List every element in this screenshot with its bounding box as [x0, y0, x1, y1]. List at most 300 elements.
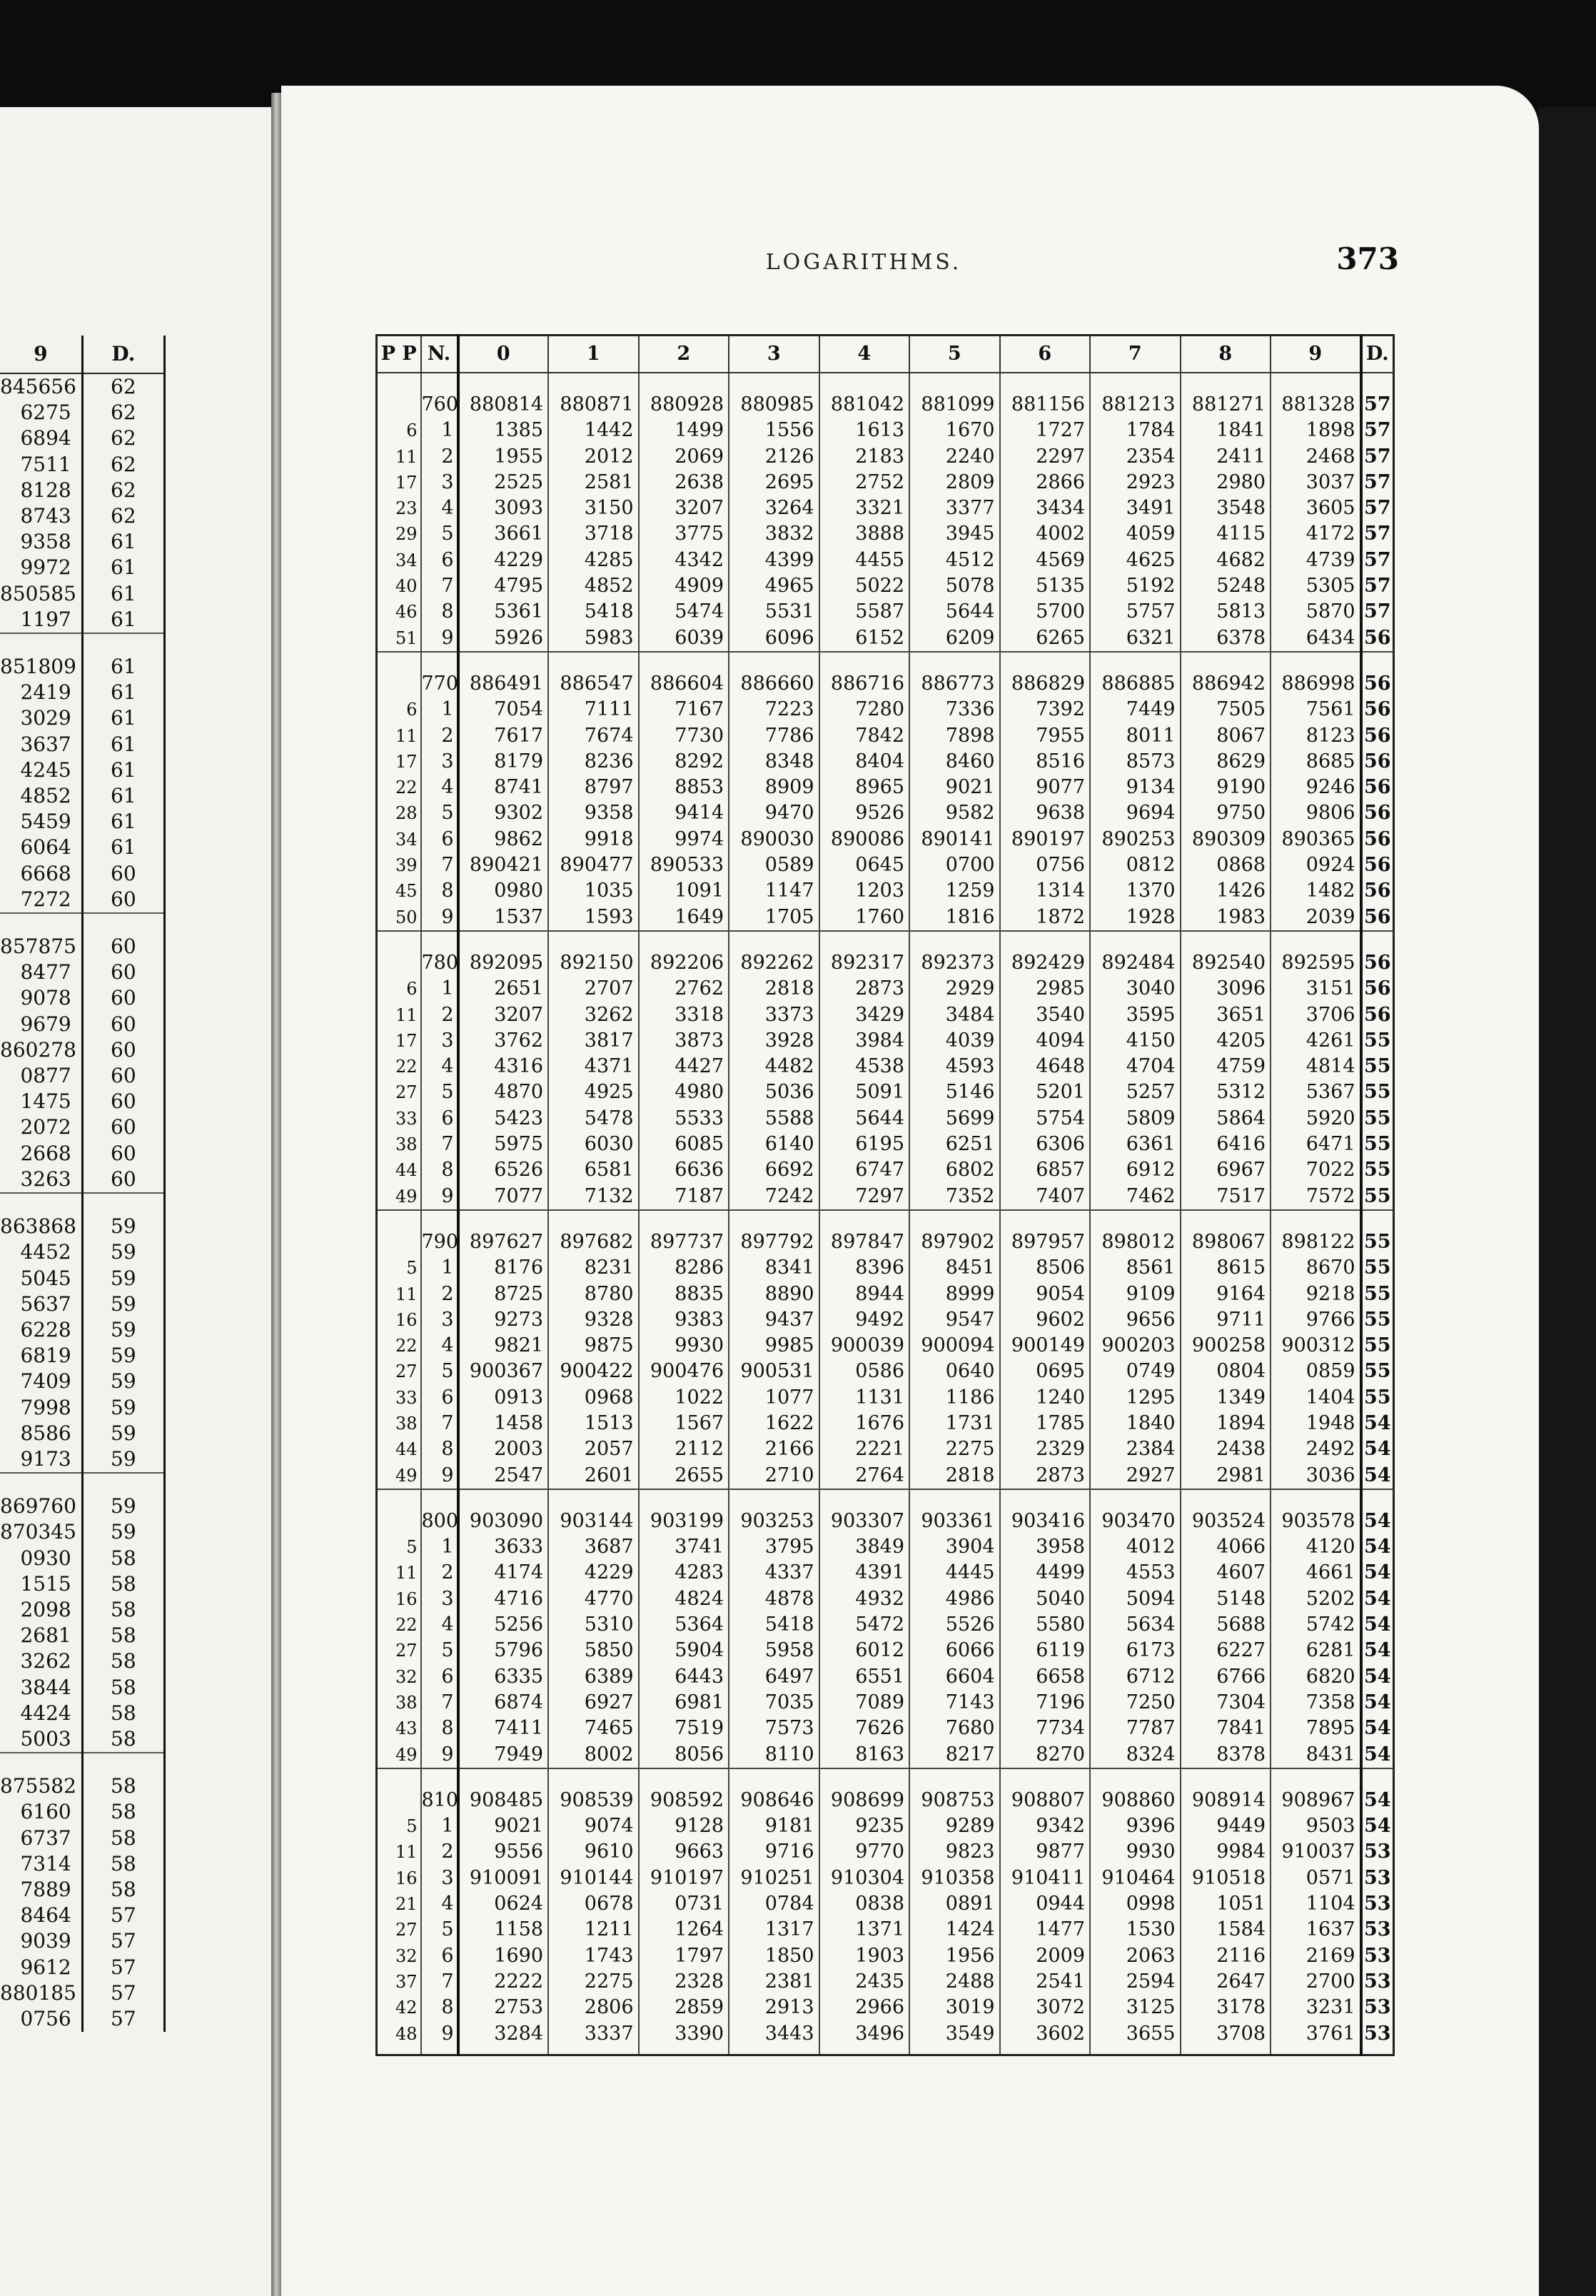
number-cell: 9 — [421, 1463, 458, 1489]
mantissa-cell: 6497 — [729, 1664, 819, 1690]
mantissa-cell: 2985 — [1000, 976, 1091, 1002]
mantissa-cell: 4229 — [458, 548, 549, 573]
mantissa-cell: 8615 — [1181, 1255, 1271, 1281]
mantissa-cell: 886885 — [1090, 652, 1181, 697]
mantissa-cell: 6152 — [819, 625, 910, 652]
mantissa-cell: 0891 — [909, 1891, 1000, 1917]
mantissa-cell: 7411 — [458, 1716, 549, 1741]
number-cell: 9 — [421, 1742, 458, 1768]
left-cell-9: 7272 — [20, 887, 71, 911]
mantissa-cell: 886604 — [639, 652, 729, 697]
mantissa-cell: 2063 — [1090, 1943, 1181, 1969]
proportional-part-cell: 6 — [377, 976, 421, 1002]
number-cell: 7 — [421, 1132, 458, 1157]
left-table-row — [0, 1292, 165, 1317]
mantissa-cell: 4852 — [548, 573, 639, 599]
number-cell: 5 — [421, 521, 458, 547]
mantissa-cell: 8067 — [1181, 723, 1271, 749]
mantissa-cell: 1349 — [1181, 1385, 1271, 1411]
table-row — [377, 625, 1394, 652]
mantissa-cell: 3151 — [1271, 976, 1361, 1002]
mantissa-cell: 4625 — [1090, 548, 1181, 573]
left-cell-9: 7409 — [20, 1369, 71, 1394]
left-cell-9: 2072 — [20, 1115, 71, 1139]
left-cell-9: 8128 — [20, 478, 71, 502]
mantissa-cell: 6416 — [1181, 1132, 1271, 1157]
mantissa-cell: 9711 — [1181, 1307, 1271, 1333]
mantissa-cell: 6096 — [729, 625, 819, 652]
left-cell-d: 58 — [82, 1648, 164, 1674]
mantissa-cell: 9862 — [458, 827, 549, 852]
mantissa-cell: 1131 — [819, 1385, 910, 1411]
mantissa-cell: 9328 — [548, 1307, 639, 1333]
left-cell-9: 0877 — [20, 1064, 71, 1088]
table-row — [377, 905, 1394, 931]
mantissa-cell: 890309 — [1181, 827, 1271, 852]
difference-cell: 53 — [1361, 2021, 1394, 2055]
mantissa-cell: 1314 — [1000, 878, 1091, 904]
left-cell-d: 59 — [82, 1473, 164, 1519]
left-cell-d: 59 — [82, 1519, 164, 1545]
column-header: D. — [1361, 336, 1394, 373]
proportional-part-cell: 46 — [377, 599, 421, 625]
left-table-row — [0, 1114, 165, 1140]
left-cell-9: 9972 — [20, 555, 71, 580]
left-cell-9: 9078 — [20, 986, 71, 1010]
mantissa-cell: 4261 — [1271, 1028, 1361, 1054]
mantissa-cell: 908860 — [1090, 1768, 1181, 1813]
number-cell: 5 — [421, 1638, 458, 1663]
difference-cell: 54 — [1361, 1664, 1394, 1690]
difference-cell: 54 — [1361, 1411, 1394, 1436]
mantissa-cell: 4115 — [1181, 521, 1271, 547]
mantissa-cell: 4285 — [548, 548, 639, 573]
proportional-part-cell: 32 — [377, 1664, 421, 1690]
mantissa-cell: 4012 — [1090, 1534, 1181, 1560]
mantissa-cell: 5644 — [819, 1106, 910, 1132]
mantissa-cell: 881099 — [909, 373, 1000, 418]
mantissa-cell: 6526 — [458, 1157, 549, 1183]
mantissa-cell: 6927 — [548, 1690, 639, 1716]
proportional-part-cell: 44 — [377, 1436, 421, 1462]
table-row — [377, 573, 1394, 599]
mantissa-cell: 0700 — [909, 852, 1000, 878]
mantissa-cell: 1785 — [1000, 1411, 1091, 1436]
mantissa-cell: 3019 — [909, 1995, 1000, 2020]
mantissa-cell: 900258 — [1181, 1333, 1271, 1359]
mantissa-cell: 3207 — [639, 495, 729, 521]
left-cell-9: 9173 — [20, 1446, 71, 1471]
mantissa-cell: 8780 — [548, 1282, 639, 1307]
mantissa-cell: 903416 — [1000, 1489, 1091, 1534]
table-row — [377, 976, 1394, 1002]
mantissa-cell: 0944 — [1000, 1891, 1091, 1917]
difference-cell: 55 — [1361, 1282, 1394, 1307]
left-table-row — [0, 1343, 165, 1369]
mantissa-cell: 2057 — [548, 1436, 639, 1462]
column-header: 1 — [548, 336, 639, 373]
mantissa-cell: 9503 — [1271, 1813, 1361, 1839]
mantissa-cell: 4704 — [1090, 1054, 1181, 1079]
mantissa-cell: 886716 — [819, 652, 910, 697]
mantissa-cell: 2927 — [1090, 1463, 1181, 1489]
mantissa-cell: 7674 — [548, 723, 639, 749]
left-cell-d: 59 — [82, 1446, 164, 1473]
difference-cell: 57 — [1361, 599, 1394, 625]
mantissa-cell: 2809 — [909, 470, 1000, 495]
mantissa-cell: 1567 — [639, 1411, 729, 1436]
left-table-row — [0, 1623, 165, 1648]
difference-cell: 56 — [1361, 852, 1394, 878]
proportional-part-cell: 27 — [377, 1917, 421, 1943]
mantissa-cell: 6443 — [639, 1664, 729, 1690]
left-cell-9: 4424 — [20, 1701, 71, 1725]
mantissa-cell: 8270 — [1000, 1742, 1091, 1768]
left-table-row — [0, 1421, 165, 1446]
left-cell-d: 58 — [82, 1571, 164, 1597]
column-header: 0 — [458, 336, 549, 373]
mantissa-cell: 4965 — [729, 573, 819, 599]
mantissa-cell: 910518 — [1181, 1866, 1271, 1891]
mantissa-cell: 1676 — [819, 1411, 910, 1436]
mantissa-cell: 8292 — [639, 749, 729, 775]
mantissa-cell: 5094 — [1090, 1586, 1181, 1612]
left-cell-9: 857875 — [0, 935, 76, 959]
left-table-row — [0, 1597, 165, 1623]
mantissa-cell: 1784 — [1090, 418, 1181, 443]
mantissa-cell: 4391 — [819, 1560, 910, 1586]
mantissa-cell: 6581 — [548, 1157, 639, 1183]
mantissa-cell: 1955 — [458, 444, 549, 470]
proportional-part-cell: 11 — [377, 723, 421, 749]
mantissa-cell: 2638 — [639, 470, 729, 495]
left-cell-9: 2419 — [20, 680, 71, 705]
mantissa-cell: 0924 — [1271, 852, 1361, 878]
mantissa-cell: 3761 — [1271, 2021, 1361, 2055]
mantissa-cell: 6692 — [729, 1157, 819, 1183]
proportional-part-cell — [377, 931, 421, 976]
mantissa-cell: 8378 — [1181, 1742, 1271, 1768]
mantissa-cell: 5474 — [639, 599, 729, 625]
mantissa-cell: 1948 — [1271, 1411, 1361, 1436]
mantissa-cell: 6981 — [639, 1690, 729, 1716]
mantissa-cell: 7572 — [1271, 1184, 1361, 1210]
left-table-row — [0, 1063, 165, 1089]
mantissa-cell: 2069 — [639, 444, 729, 470]
number-cell: 4 — [421, 495, 458, 521]
mantissa-cell: 4059 — [1090, 521, 1181, 547]
difference-cell: 57 — [1361, 573, 1394, 599]
left-table-row — [0, 835, 165, 860]
mantissa-cell: 6066 — [909, 1638, 1000, 1663]
mantissa-cell: 0913 — [458, 1385, 549, 1411]
proportional-part-cell: 16 — [377, 1307, 421, 1333]
mantissa-cell: 4499 — [1000, 1560, 1091, 1586]
mantissa-cell: 900149 — [1000, 1333, 1091, 1359]
mantissa-cell: 2240 — [909, 444, 1000, 470]
mantissa-cell: 1556 — [729, 418, 819, 443]
mantissa-cell: 8123 — [1271, 723, 1361, 749]
left-table-row — [0, 1903, 165, 1928]
mantissa-cell: 886998 — [1271, 652, 1361, 697]
mantissa-cell: 910144 — [548, 1866, 639, 1891]
mantissa-cell: 3984 — [819, 1028, 910, 1054]
mantissa-cell: 2923 — [1090, 470, 1181, 495]
mantissa-cell: 5418 — [548, 599, 639, 625]
proportional-part-cell — [377, 652, 421, 697]
left-cell-d: 57 — [82, 1980, 164, 2006]
mantissa-cell: 5533 — [639, 1106, 729, 1132]
mantissa-cell: 2873 — [1000, 1463, 1091, 1489]
left-cell-9: 2668 — [20, 1141, 71, 1165]
difference-cell: 55 — [1361, 1307, 1394, 1333]
left-cell-d: 61 — [82, 809, 164, 835]
difference-cell: 54 — [1361, 1742, 1394, 1768]
mantissa-cell: 1613 — [819, 418, 910, 443]
column-header: 8 — [1181, 336, 1271, 373]
left-cell-d: 60 — [82, 1167, 164, 1193]
mantissa-cell: 890477 — [548, 852, 639, 878]
mantissa-cell: 4039 — [909, 1028, 1000, 1054]
mantissa-cell: 9694 — [1090, 800, 1181, 826]
mantissa-cell: 8404 — [819, 749, 910, 775]
mantissa-cell: 8011 — [1090, 723, 1181, 749]
mantissa-cell: 4716 — [458, 1586, 549, 1612]
mantissa-cell: 3093 — [458, 495, 549, 521]
mantissa-cell: 2222 — [458, 1969, 549, 1995]
mantissa-cell: 3888 — [819, 521, 910, 547]
mantissa-cell: 8725 — [458, 1282, 549, 1307]
left-table-row — [0, 1089, 165, 1114]
mantissa-cell: 9656 — [1090, 1307, 1181, 1333]
mantissa-cell: 9770 — [819, 1839, 910, 1865]
mantissa-cell: 9918 — [548, 827, 639, 852]
mantissa-cell: 8236 — [548, 749, 639, 775]
mantissa-cell: 7297 — [819, 1184, 910, 1210]
mantissa-cell: 7449 — [1090, 697, 1181, 722]
proportional-part-cell: 44 — [377, 1157, 421, 1183]
left-cell-d: 58 — [82, 1851, 164, 1877]
mantissa-cell: 910197 — [639, 1866, 729, 1891]
mantissa-cell: 6119 — [1000, 1638, 1091, 1663]
mantissa-cell: 1537 — [458, 905, 549, 931]
table-row — [377, 1716, 1394, 1741]
page-number: 373 — [1336, 241, 1399, 276]
left-cell-9: 9679 — [20, 1012, 71, 1036]
mantissa-cell: 5418 — [729, 1612, 819, 1638]
table-row — [377, 1917, 1394, 1943]
number-cell: 1 — [421, 697, 458, 722]
mantissa-cell: 2866 — [1000, 470, 1091, 495]
left-cell-d: 61 — [82, 555, 164, 580]
mantissa-cell: 7392 — [1000, 697, 1091, 722]
mantissa-cell: 3958 — [1000, 1534, 1091, 1560]
left-table-row — [0, 478, 165, 503]
number-cell: 770 — [421, 652, 458, 697]
mantissa-cell: 1186 — [909, 1385, 1000, 1411]
table-row — [377, 1184, 1394, 1210]
mantissa-cell: 3741 — [639, 1534, 729, 1560]
mantissa-cell: 4682 — [1181, 548, 1271, 573]
table-row — [377, 1385, 1394, 1411]
mantissa-cell: 6389 — [548, 1664, 639, 1690]
mantissa-cell: 9806 — [1271, 800, 1361, 826]
proportional-part-cell: 27 — [377, 1359, 421, 1384]
difference-cell: 53 — [1361, 1969, 1394, 1995]
difference-cell: 54 — [1361, 1813, 1394, 1839]
mantissa-cell: 5201 — [1000, 1079, 1091, 1105]
left-cell-9: 5459 — [20, 810, 71, 834]
left-cell-9: 0930 — [20, 1546, 71, 1570]
mantissa-cell: 6636 — [639, 1157, 729, 1183]
mantissa-cell: 3849 — [819, 1534, 910, 1560]
mantissa-cell: 7167 — [639, 697, 729, 722]
mantissa-cell: 7680 — [909, 1716, 1000, 1741]
mantissa-cell: 4870 — [458, 1079, 549, 1105]
proportional-part-cell: 38 — [377, 1132, 421, 1157]
mantissa-cell: 2116 — [1181, 1943, 1271, 1969]
mantissa-cell: 1211 — [548, 1917, 639, 1943]
mantissa-cell: 1317 — [729, 1917, 819, 1943]
number-cell: 8 — [421, 1436, 458, 1462]
mantissa-cell: 6085 — [639, 1132, 729, 1157]
mantissa-cell: 9821 — [458, 1333, 549, 1359]
left-table-row — [0, 1546, 165, 1571]
mantissa-cell: 7465 — [548, 1716, 639, 1741]
mantissa-cell: 5146 — [909, 1079, 1000, 1105]
difference-cell: 54 — [1361, 1586, 1394, 1612]
mantissa-cell: 3873 — [639, 1028, 729, 1054]
difference-cell: 53 — [1361, 1995, 1394, 2020]
mantissa-cell: 9273 — [458, 1307, 549, 1333]
mantissa-cell: 903578 — [1271, 1489, 1361, 1534]
left-cell-d: 61 — [82, 783, 164, 809]
mantissa-cell: 903253 — [729, 1489, 819, 1534]
proportional-part-cell: 17 — [377, 470, 421, 495]
left-cell-9: 5045 — [20, 1266, 71, 1290]
mantissa-cell: 2806 — [548, 1995, 639, 2020]
difference-cell: 55 — [1361, 1157, 1394, 1183]
mantissa-cell: 2581 — [548, 470, 639, 495]
mantissa-cell: 9289 — [909, 1813, 1000, 1839]
table-row — [377, 1664, 1394, 1690]
mantissa-cell: 881271 — [1181, 373, 1271, 418]
left-table-row — [0, 887, 165, 913]
proportional-part-cell: 23 — [377, 495, 421, 521]
number-cell: 1 — [421, 1813, 458, 1839]
left-cell-9: 4452 — [20, 1240, 71, 1264]
number-cell: 810 — [421, 1768, 458, 1813]
mantissa-cell: 1872 — [1000, 905, 1091, 931]
number-cell: 5 — [421, 1917, 458, 1943]
mantissa-cell: 1371 — [819, 1917, 910, 1943]
mantissa-cell: 892262 — [729, 931, 819, 976]
mantissa-cell: 9109 — [1090, 1282, 1181, 1307]
left-table-row — [0, 1519, 165, 1545]
mantissa-cell: 3718 — [548, 521, 639, 547]
left-cell-9: 2681 — [20, 1623, 71, 1648]
mantissa-cell: 2003 — [458, 1436, 549, 1462]
difference-cell: 55 — [1361, 1210, 1394, 1255]
mantissa-cell: 7955 — [1000, 723, 1091, 749]
left-cell-d: 60 — [82, 887, 164, 913]
mantissa-cell: 908485 — [458, 1768, 549, 1813]
left-table-row — [0, 1799, 165, 1825]
mantissa-cell: 9190 — [1181, 775, 1271, 800]
table-row — [377, 1813, 1394, 1839]
mantissa-cell: 5305 — [1271, 573, 1361, 599]
number-cell: 1 — [421, 1534, 458, 1560]
mantissa-cell: 0678 — [548, 1891, 639, 1917]
mantissa-cell: 8451 — [909, 1255, 1000, 1281]
left-cell-d: 60 — [82, 913, 164, 960]
proportional-part-cell — [377, 373, 421, 418]
mantissa-cell: 7407 — [1000, 1184, 1091, 1210]
left-cell-9: 3844 — [20, 1675, 71, 1699]
number-cell: 1 — [421, 1255, 458, 1281]
mantissa-cell: 1513 — [548, 1411, 639, 1436]
mantissa-cell: 9930 — [639, 1333, 729, 1359]
mantissa-cell: 0589 — [729, 852, 819, 878]
mantissa-cell: 1584 — [1181, 1917, 1271, 1943]
mantissa-cell: 5078 — [909, 573, 1000, 599]
table-row — [377, 1969, 1394, 1995]
mantissa-cell: 4593 — [909, 1054, 1000, 1079]
mantissa-cell: 4342 — [639, 548, 729, 573]
number-cell: 4 — [421, 1333, 458, 1359]
mantissa-cell: 908699 — [819, 1768, 910, 1813]
table-row — [377, 1333, 1394, 1359]
number-cell: 2 — [421, 1282, 458, 1307]
number-cell: 5 — [421, 1359, 458, 1384]
logarithm-table — [375, 334, 1395, 2056]
proportional-part-cell: 43 — [377, 1716, 421, 1741]
proportional-part-cell: 16 — [377, 1586, 421, 1612]
mantissa-cell: 3708 — [1181, 2021, 1271, 2055]
mantissa-cell: 1499 — [639, 418, 729, 443]
left-cell-9: 3263 — [20, 1167, 71, 1191]
proportional-part-cell: 32 — [377, 1943, 421, 1969]
mantissa-cell: 4824 — [639, 1586, 729, 1612]
mantissa-cell: 4986 — [909, 1586, 1000, 1612]
mantissa-cell: 9383 — [639, 1307, 729, 1333]
left-cell-9: 870345 — [0, 1520, 76, 1544]
mantissa-cell: 6251 — [909, 1132, 1000, 1157]
left-cell-9: 7314 — [20, 1851, 71, 1875]
left-table-row — [0, 1753, 165, 1799]
mantissa-cell: 5644 — [909, 599, 1000, 625]
mantissa-cell: 890365 — [1271, 827, 1361, 852]
mantissa-cell: 881042 — [819, 373, 910, 418]
left-table-row — [0, 555, 165, 580]
left-cell-d: 57 — [82, 1903, 164, 1928]
left-cell-d: 59 — [82, 1317, 164, 1343]
left-cell-9: 8477 — [20, 960, 71, 985]
mantissa-cell: 7517 — [1181, 1184, 1271, 1210]
mantissa-cell: 903307 — [819, 1489, 910, 1534]
difference-cell: 55 — [1361, 1132, 1394, 1157]
mantissa-cell: 881328 — [1271, 373, 1361, 418]
mantissa-cell: 5423 — [458, 1106, 549, 1132]
mantissa-cell: 7242 — [729, 1184, 819, 1210]
table-row — [377, 1638, 1394, 1663]
mantissa-cell: 8110 — [729, 1742, 819, 1768]
left-cell-d: 59 — [82, 1239, 164, 1265]
difference-cell: 57 — [1361, 444, 1394, 470]
mantissa-cell: 2873 — [819, 976, 910, 1002]
mantissa-cell: 4759 — [1181, 1054, 1271, 1079]
mantissa-cell: 1385 — [458, 418, 549, 443]
